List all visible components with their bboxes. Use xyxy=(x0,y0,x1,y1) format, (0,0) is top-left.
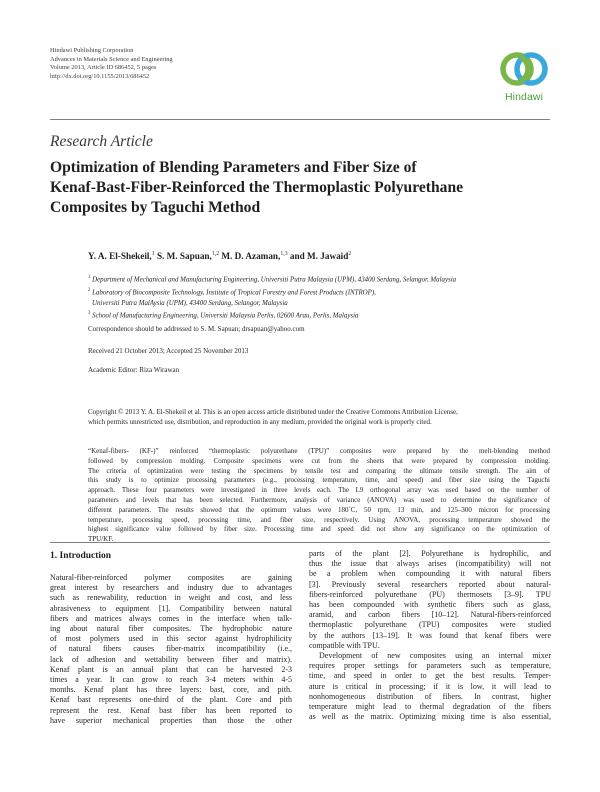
affiliation-marker: 2 xyxy=(88,287,91,293)
body-line: requires proper settings for parameters such as temperature, xyxy=(309,661,551,671)
author-list xyxy=(88,251,351,261)
journal-name: Advances in Materials Science and Engineering xyxy=(50,55,173,63)
abstract-line: approach. These four parameters were investigated in three levels each. The L9 orthogonal array was used based on the number of xyxy=(88,486,550,495)
hindawi-logo xyxy=(494,48,554,108)
header-divider xyxy=(50,119,550,120)
abstract-line: parameters and levels that has been selected. Furthermore, analysis of variance (ANOVA) was used to determine the significance of xyxy=(88,495,550,504)
title-line: Optimization of Blending Parameters and Fiber Size of xyxy=(50,159,417,176)
hindawi-logo-icon xyxy=(494,48,554,92)
author-name: and M. Jawaid xyxy=(289,251,349,262)
doi-link[interactable]: http://dx.doi.org/10.1155/2013/686452 xyxy=(50,72,150,80)
correspondence: Correspondence should be addressed to S. M. Sapuan; drsapuan@yahoo.com xyxy=(88,325,305,333)
body-line: thus the issue that always arises (incompatibility) will not xyxy=(309,559,551,569)
section-heading: 1. Introduction xyxy=(50,551,112,561)
body-line: nonhomogeneous distribution of fibers. In contrast, higher xyxy=(309,691,551,701)
affiliation-line xyxy=(88,309,456,322)
body-line: aramid, and carbon fibers [10–12]. Natural-fibers-reinforced xyxy=(309,610,551,620)
body-line: Development of new composites using an internal mixer xyxy=(319,651,551,661)
left-column xyxy=(50,573,292,726)
body-line: fibers-reinforced polyurethane (PU) thermosets [3–9]. TPU xyxy=(309,589,551,599)
body-line: as well as the matrix. Optimizing mixing time is also essential, xyxy=(309,712,551,722)
abstract-line: highest significance value followed by fiber size. Processing time and speed did not show any significance on the optimization of xyxy=(88,525,550,534)
abstract-line: “Kenaf-fibers- (KF-)” reinforced “thermoplastic polyurethane (TPU)” composites were prepared by the melt-blending method xyxy=(88,447,550,455)
body-line: ature is critical in processing; if it is low, it will lead to xyxy=(309,681,551,691)
abstract-line: The criteria of optimization were testing the specimens by tensile test and comparing the ultimate tensile strength. The aim of xyxy=(88,466,550,475)
received-dates: Received 21 October 2013; Accepted 25 November 2013 xyxy=(88,347,249,355)
hindawi-logo-text: Hindawi xyxy=(504,91,544,103)
body-line: of most polymers used in this sector against hydrophilicity xyxy=(50,634,292,644)
right-column xyxy=(309,549,551,722)
body-line: has been compounded with synthetic fibers such as glass, xyxy=(309,600,551,610)
body-line: fibers and matrices always comes in the interface when talk- xyxy=(50,613,292,623)
body-line: months. Kenaf plant has three layers: bast, core, and pith. xyxy=(50,685,292,695)
author-name: S. M. Sapuan, xyxy=(156,251,212,262)
affiliation-line xyxy=(88,286,456,299)
affiliation-text: Department of Mechanical and Manufacturing Engineering, Universiti Putra Malaysia (UPM), 43400 Serdang, Selangor, Malaysia xyxy=(92,276,457,284)
body-line: abrasiveness to equipment [1]. Compatibility between natural xyxy=(50,603,292,613)
abstract-line: followed by compression molding. Composite specimens were cut from the sheets that were prepared by compression molding. xyxy=(88,456,550,465)
body-line: Kenaf bast represents one-third of the plant. Core and pith xyxy=(50,695,292,705)
author-name: M. D. Azaman, xyxy=(221,251,281,262)
author-affil-marker: 1,3 xyxy=(280,251,288,257)
author-affil-marker: 2 xyxy=(348,251,352,257)
abstract-line: temperature, processing speed, processing time, and fiber size, respectively. Using ANOVA, processing temperature showed the xyxy=(88,515,550,524)
abstract xyxy=(88,447,550,545)
body-line: thermoplastic polyurethane (TPU) composites were studied xyxy=(309,620,551,630)
body-line: lack of adhesion and wettability between fiber and matrix). xyxy=(50,654,292,664)
title-line: Composites by Taguchi Method xyxy=(50,199,261,216)
copyright-line: Copyright © 2013 Y. A. El-Shekeil et al. This is an open access article distributed under the Creative Commons Attribution License, xyxy=(88,408,458,416)
author-affil-marker: 1,2 xyxy=(211,251,220,257)
body-line: represent the rest. Kenaf bast fiber has been reported to xyxy=(50,705,292,715)
abstract-line: different parameters. The results showed that the optimum values were 180˚C, 50 rpm, 13 min, and 125–300 micron for processing xyxy=(88,505,550,514)
affiliation-text: Laboratory of Biocomposite Technology, Institute of Tropical Forestry and Forest Products (INTROP), xyxy=(92,289,376,297)
article-type: Research Article xyxy=(50,133,153,150)
affiliation-text: Universiti Putra MalAysia (UPM), 43400 Serdang, Selangor, Malaysia xyxy=(92,299,288,307)
body-line: by the authors [13–19]. It was found that kenaf fibers were xyxy=(309,630,551,640)
body-line: Natural-fiber-reinforced polymer composites are gaining xyxy=(50,573,292,582)
body-line: be a problem when compounding it with natural fibers xyxy=(309,569,551,579)
journal-header xyxy=(50,47,173,81)
affiliation-line xyxy=(88,299,456,310)
copyright-notice xyxy=(88,408,550,428)
body-line: times a year. It can grow to reach 3-4 meters within 4-5 xyxy=(50,675,292,685)
body-line: Kenaf plant is an annual plant that can be harvested 2-3 xyxy=(50,664,292,674)
affiliation-marker: 1 xyxy=(88,275,91,280)
body-line: great interest by researchers and industry due to advantages xyxy=(50,583,292,593)
body-line: ing about natural fiber composites. The hydrophobic nature xyxy=(50,624,292,634)
body-line: [3]. Previously several researchers reported about natural- xyxy=(309,579,551,589)
affiliation-marker: 3 xyxy=(88,311,91,317)
body-line: time, and speed in order to get the best results. Temper- xyxy=(309,671,551,681)
body-line: such as renewability, reduction in weight and cost, and less xyxy=(50,593,292,603)
title-line: Kenaf-Bast-Fiber-Reinforced the Thermoplastic Polyurethane xyxy=(50,179,464,196)
abstract-line: this study is to optimize processing parameters (e.g., processing temperature, time, and speed) and fiber size using the Taguchi xyxy=(88,476,550,485)
abstract-line: TPU/KF. xyxy=(88,535,114,544)
publisher-name: Hindawi Publishing Corporation xyxy=(50,47,134,54)
author-name: Y. A. El-Shekeil, xyxy=(88,251,152,262)
affiliations xyxy=(88,273,456,322)
author-affil-marker: 1 xyxy=(151,251,155,257)
body-line: have superior mechanical properties than those the other xyxy=(50,715,292,725)
body-line: of natural fibers causes fiber-matrix incompatibility (i.e., xyxy=(50,644,292,654)
abstract-divider xyxy=(50,542,550,543)
affiliation-text: School of Manufacturing Engineering, Universiti Malaysia Perlis, 02600 Arau, Perlis, Malaysia xyxy=(92,312,359,320)
volume-info: Volume 2013, Article ID 686452, 5 pages xyxy=(50,64,157,72)
copyright-line: which permits unrestricted use, distribution, and reproduction in any medium, provided the original work is properly cited. xyxy=(88,417,432,426)
body-line: parts of the plant [2]. Polyurethane is hydrophilic, and xyxy=(309,549,551,558)
body-line: compatible with TPU. xyxy=(309,640,380,650)
academic-editor: Academic Editor: Riza Wirawan xyxy=(88,366,180,374)
article-title xyxy=(50,158,560,218)
body-line: temperature might lead to thermal degradation of the fibers xyxy=(309,702,551,712)
affiliation-line xyxy=(88,273,456,286)
